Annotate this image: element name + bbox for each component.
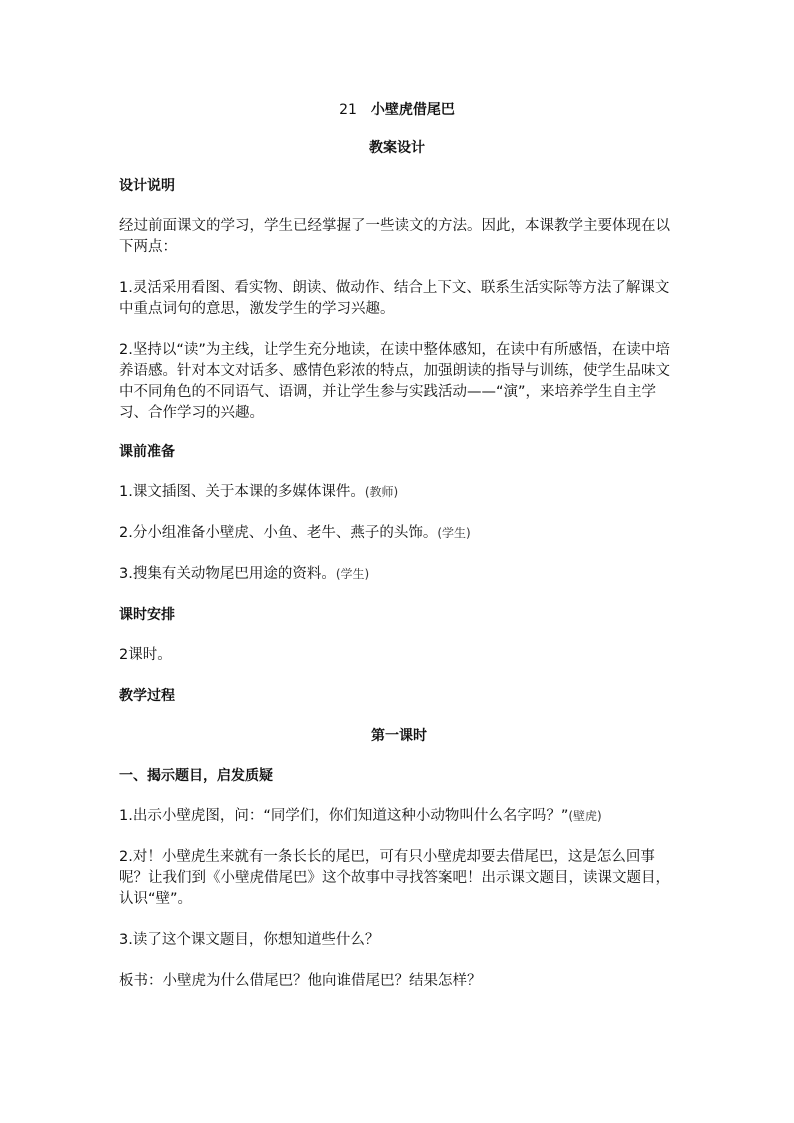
prep-item-1-text: 1.课文插图、关于本课的多媒体课件。: [119, 484, 365, 500]
design-point-1: 1.灵活采用看图、看实物、朗读、做动作、结合上下文、联系生活实际等方法了解课文中重点词句的意思，激发学生的学习兴趣。: [119, 280, 670, 317]
prep-item-1: [119, 482, 679, 503]
section-heading-prep: 课前准备: [119, 444, 175, 460]
prep-item-2-text: 2.分小组准备小壁虎、小鱼、老牛、燕子的头饰。: [119, 525, 438, 541]
prep-item-3-note: (学生): [335, 567, 370, 581]
document-subtitle: 教案设计: [369, 140, 425, 156]
design-intro-paragraph: 经过前面课文的学习，学生已经掌握了一些读文的方法。因此，本课教学主要体现在以下两点：: [119, 218, 670, 255]
section-heading-process: 教学过程: [119, 688, 175, 704]
step-1-item-1: [119, 806, 679, 827]
step-1-heading: 一、揭示题目，启发质疑: [119, 768, 273, 784]
prep-item-2-note: (学生): [437, 526, 471, 540]
lesson-1-heading: 第一课时: [371, 728, 427, 744]
prep-item-2: [119, 523, 679, 544]
lesson-title: [0, 100, 794, 120]
prep-item-3-text: 3.搜集有关动物尾巴用途的资料。: [119, 566, 336, 582]
document-body: [119, 176, 679, 1012]
schedule-paragraph: 2课时。: [119, 647, 172, 663]
lesson-title-text: 小壁虎借尾巴: [370, 102, 455, 118]
step-1-item-2: 2.对！小壁虎生来就有一条长长的尾巴，可有只小壁虎却要去借尾巴，这是怎么回事呢？让我们到《小壁虎借尾巴》这个故事中寻找答案吧！出示课文题目，读课文题目，认识“壁”。: [119, 849, 670, 907]
step-1-item-1-note: (壁虎): [568, 809, 602, 823]
step-1-item-1-text: 1.出示小壁虎图，问：“同学们，你们知道这种小动物叫什么名字吗？”: [119, 808, 569, 824]
step-1-board-writing: 板书：小壁虎为什么借尾巴？他向谁借尾巴？结果怎样？: [119, 973, 482, 989]
section-heading-design: 设计说明: [119, 178, 175, 194]
prep-item-1-note: (教师): [364, 485, 399, 499]
section-heading-schedule: 课时安排: [119, 607, 175, 623]
lesson-number: 21: [339, 102, 357, 118]
prep-item-3: [119, 564, 679, 585]
design-point-2: 2.坚持以“读”为主线，让学生充分地读，在读中整体感知，在读中有所感悟，在读中培养语感。针对本文对话多、感情色彩浓的特点，加强朗读的指导与训练，使学生品味文中不同角色的不同语气、语调，并让学生参与实践活动——“演”，来培养学生自主学习、合作学习的兴趣。: [119, 342, 670, 421]
step-1-item-3: 3.读了这个课文题目，你想知道些什么？: [119, 932, 380, 948]
